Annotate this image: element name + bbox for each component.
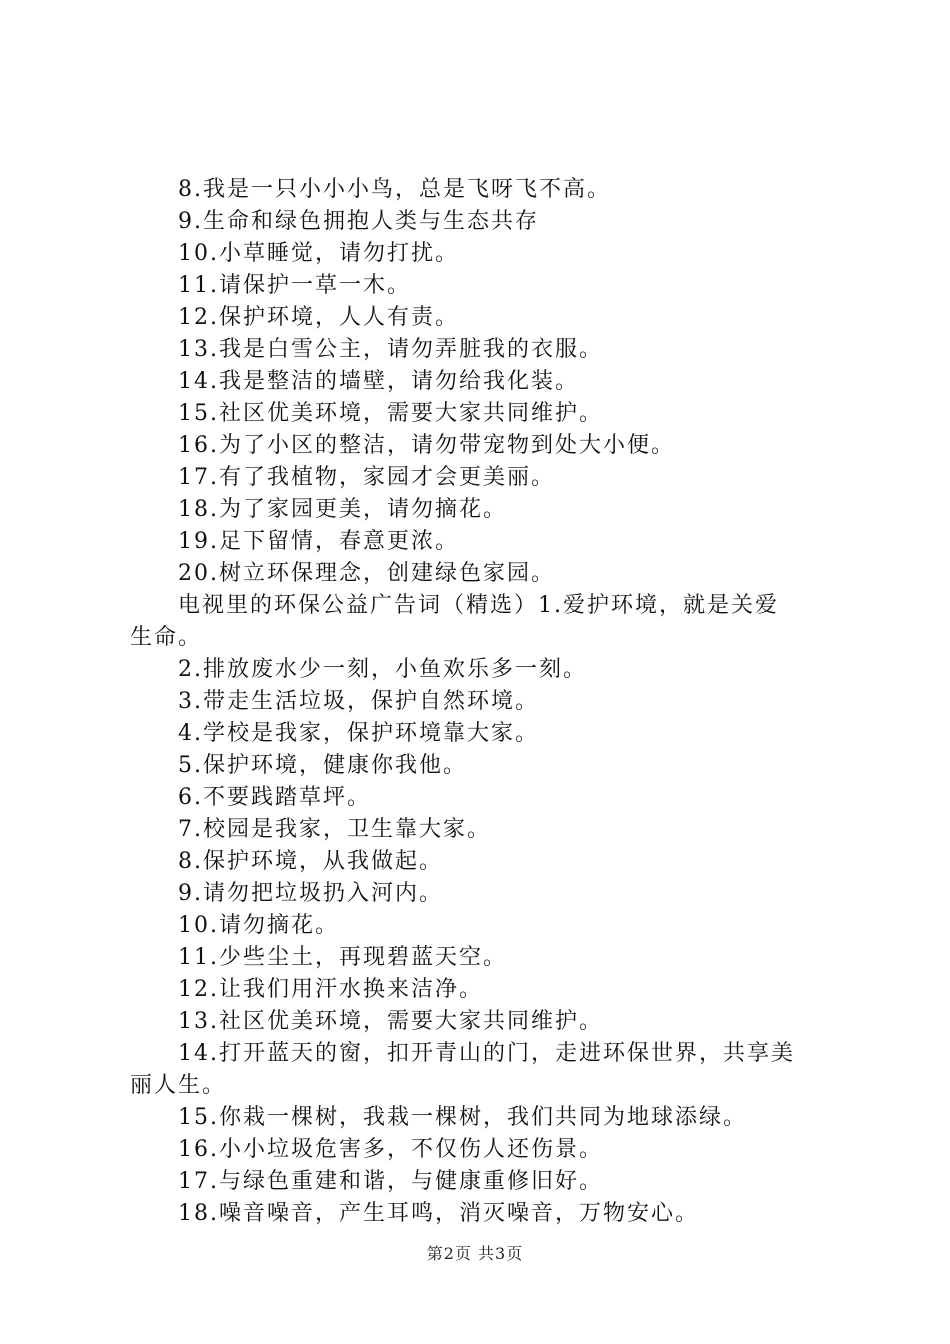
text-line-33: 18.噪音噪音，产生耳鸣，消灭噪音，万物安心。 — [178, 1201, 699, 1226]
text-line-11: 18.为了家园更美，请勿摘花。 — [178, 497, 507, 522]
text-line-18: 4.学校是我家，保护环境靠大家。 — [178, 721, 539, 746]
text-line-1: 8.我是一只小小小鸟，总是飞呀飞不高。 — [178, 177, 611, 202]
text-line-9: 16.为了小区的整洁，请勿带宠物到处大小便。 — [178, 433, 675, 458]
text-line-3: 10.小草睡觉，请勿打扰。 — [178, 241, 459, 266]
text-line-17: 3.带走生活垃圾，保护自然环境。 — [178, 689, 539, 714]
text-line-5: 12.保护环境，人人有责。 — [178, 305, 459, 330]
document-body — [130, 174, 832, 1230]
text-line-29: 丽人生。 — [130, 1073, 227, 1098]
text-line-7: 14.我是整洁的墙壁，请勿给我化装。 — [178, 369, 579, 394]
text-line-16: 2.排放废水少一刻，小鱼欢乐多一刻。 — [178, 657, 587, 682]
text-line-27: 13.社区优美环境，需要大家共同维护。 — [178, 1009, 603, 1034]
text-line-19: 5.保护环境，健康你我他。 — [178, 753, 467, 778]
text-line-28: 14.打开蓝天的窗，扣开青山的门，走进环保世界，共享美 — [178, 1041, 795, 1066]
text-line-25: 11.少些尘土，再现碧蓝天空。 — [178, 945, 507, 970]
text-line-26: 12.让我们用汗水换来洁净。 — [178, 977, 483, 1002]
text-line-21: 7.校园是我家，卫生靠大家。 — [178, 817, 491, 842]
text-line-22: 8.保护环境，从我做起。 — [178, 849, 443, 874]
text-line-2: 9.生命和绿色拥抱人类与生态共存 — [178, 209, 539, 234]
text-line-30: 15.你栽一棵树，我栽一棵树，我们共同为地球添绿。 — [178, 1105, 747, 1130]
text-line-20: 6.不要践踏草坪。 — [178, 785, 371, 810]
text-line-23: 9.请勿把垃圾扔入河内。 — [178, 881, 443, 906]
text-line-32: 17.与绿色重建和谐，与健康重修旧好。 — [178, 1169, 603, 1194]
text-line-6: 13.我是白雪公主，请勿弄脏我的衣服。 — [178, 337, 603, 362]
text-line-13: 20.树立环保理念，创建绿色家园。 — [178, 561, 555, 586]
text-line-24: 10.请勿摘花。 — [178, 913, 339, 938]
section-heading-continuation: 生命。 — [130, 625, 203, 650]
text-line-31: 16.小小垃圾危害多，不仅伤人还伤景。 — [178, 1137, 603, 1162]
text-line-8: 15.社区优美环境，需要大家共同维护。 — [178, 401, 603, 426]
page-number-footer: 第2页 共3页 — [426, 1244, 524, 1263]
section-heading-line: 电视里的环保公益广告词（精选）1.爱护环境，就是关爱 — [178, 593, 779, 618]
text-line-12: 19.足下留情，春意更浓。 — [178, 529, 459, 554]
text-line-10: 17.有了我植物，家园才会更美丽。 — [178, 465, 555, 490]
text-line-4: 11.请保护一草一木。 — [178, 273, 411, 298]
